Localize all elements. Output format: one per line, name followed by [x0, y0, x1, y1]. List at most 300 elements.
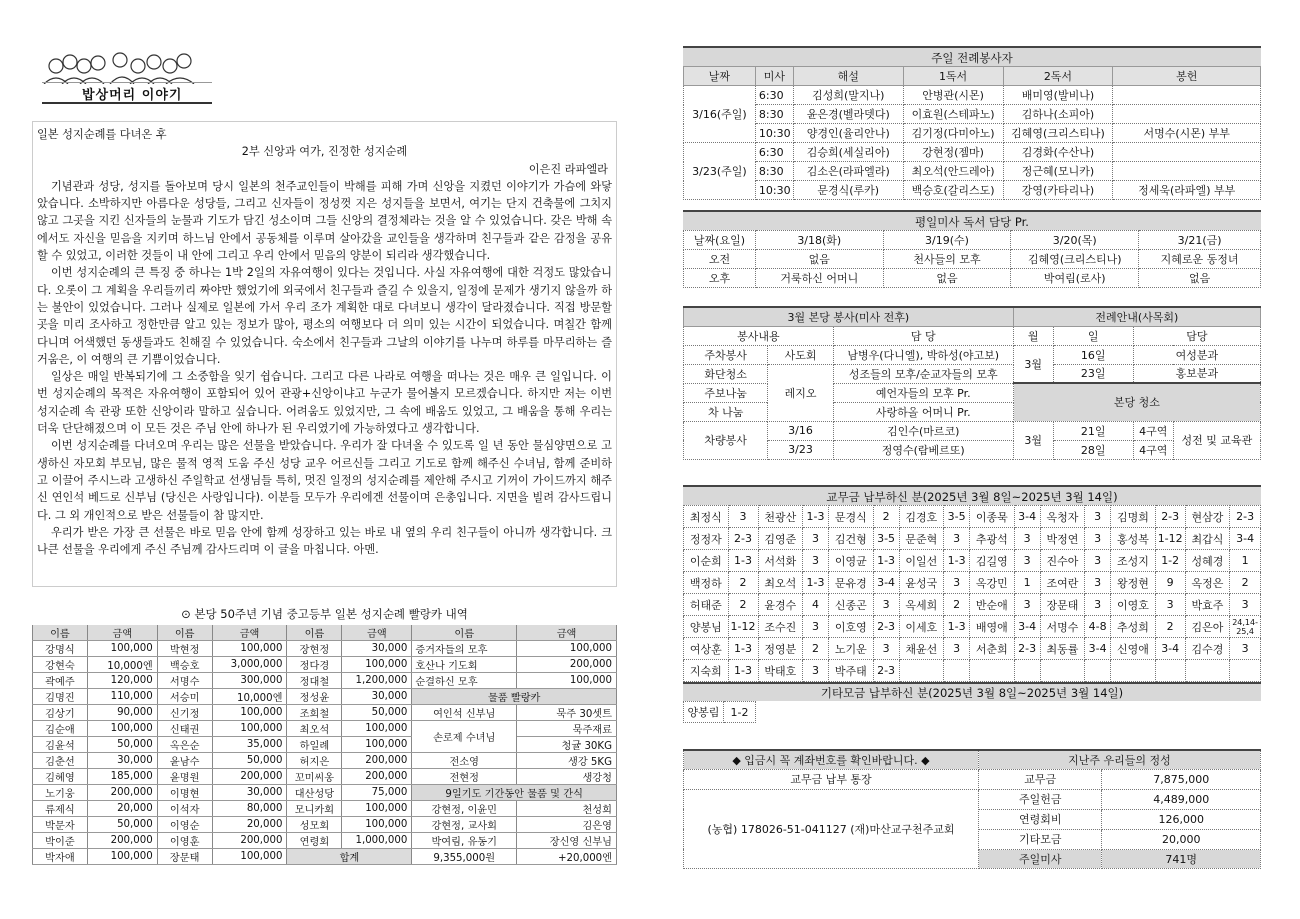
people-illustration-icon: [34, 44, 204, 84]
liturgy-date: 3/23(주일): [684, 143, 756, 200]
liturgy-person: 최오석(안드레아): [903, 162, 1003, 181]
service-date: 3/16: [768, 421, 833, 440]
dues-name: 현삼강: [1185, 506, 1230, 528]
pledge-amount: 185,000: [87, 769, 157, 785]
pledge-name: 신태권: [157, 721, 212, 737]
dues-name: 문준혁: [899, 528, 944, 550]
table-row: [33, 753, 617, 769]
pledge-header: 이름: [33, 625, 88, 641]
weekday-person: 천사들의 모후: [883, 250, 1011, 269]
dues-value: 3: [1230, 594, 1261, 616]
liturgy-date: 3/16(주일): [684, 86, 756, 143]
offering-value: 7,875,000: [1102, 769, 1261, 789]
pledge-amount: 110,000: [87, 689, 157, 705]
liturgy-person: 이효원(스테파노): [903, 105, 1003, 124]
pledge-amount: 100,000: [517, 641, 617, 657]
table-row: [684, 572, 1261, 594]
table-row: [684, 124, 1261, 143]
offering-value: 4,489,000: [1102, 789, 1261, 809]
offering-label: 교무금: [979, 769, 1102, 789]
guide-day: 16일: [1053, 345, 1133, 364]
dues-value: 1-3: [803, 506, 829, 528]
pledge-name: 김순애: [33, 721, 88, 737]
liturgy-person: 김경화(수산나): [1003, 143, 1113, 162]
dues-name: 조성지: [1111, 550, 1156, 572]
dues-name: 허태준: [684, 594, 729, 616]
dues-name: 왕정현: [1111, 572, 1156, 594]
pledge-name: 김혜영: [33, 769, 88, 785]
table-row: [684, 550, 1261, 572]
dues-value: 3-4: [873, 572, 899, 594]
dues-name: 채윤선: [899, 638, 944, 660]
offering-value: 126,000: [1102, 809, 1261, 829]
table-row: [33, 705, 617, 721]
dues-value: 3: [1014, 594, 1040, 616]
pledge-name: 백승호: [157, 657, 212, 673]
pledge-amount: 100,000: [342, 801, 412, 817]
liturgy-person: 양경인(율리안나): [793, 124, 903, 143]
pledge-amount: 생강청: [517, 769, 617, 785]
dues-value: 3: [873, 594, 899, 616]
dues-name: 최갑식: [1185, 528, 1230, 550]
pledge-header: 이름: [412, 625, 517, 641]
pledge-amount: 35,000: [212, 737, 287, 753]
dues-value: 3: [1014, 528, 1040, 550]
dues-value: 2: [1155, 616, 1185, 638]
pledge-name: 하일례: [287, 737, 342, 753]
table-row: [33, 689, 617, 705]
pledge-amount: 1,000,000: [342, 833, 412, 849]
dues-value: 3-4: [1014, 616, 1040, 638]
table-row: [684, 86, 1261, 105]
dues-name: 추광석: [970, 528, 1015, 550]
pledge-name: 호산나 기도회: [412, 657, 517, 673]
table-row: [684, 250, 1261, 269]
weekday-header: 3/18(화): [755, 231, 883, 250]
liturgy-person: 문경식(루카): [793, 181, 903, 200]
dues-value: 3: [1085, 572, 1111, 594]
pledge-amount: 30,000: [87, 753, 157, 769]
dues-name: 김명희: [1111, 506, 1156, 528]
dues-name: 조수진: [758, 616, 803, 638]
dues-value: 2: [803, 638, 829, 660]
dues-value: 1-3: [944, 616, 970, 638]
dues-name: 여상훈: [684, 638, 729, 660]
dues-value: 1: [1230, 550, 1261, 572]
article-subtitle: 2부 신앙과 여가, 진정한 성지순례: [241, 145, 408, 159]
service-header: 담당: [1133, 326, 1260, 345]
dues-value: [944, 660, 970, 682]
pledge-header: 이름: [287, 625, 342, 641]
pledge-name: 옥은순: [157, 737, 212, 753]
pledge-amount: 50,000: [342, 705, 412, 721]
dues-name: [899, 660, 944, 682]
pledge-amount: 김은영: [517, 817, 617, 833]
pledge-name: 박현정: [157, 641, 212, 657]
dues-name: [1040, 660, 1085, 682]
dues-name: 박정연: [1040, 528, 1085, 550]
pledge-amount: 300,000: [212, 673, 287, 689]
table-row: [684, 638, 1261, 660]
liturgy-person: [1113, 86, 1261, 105]
pledge-amount: 100,000: [517, 673, 617, 689]
dues-value: 1-3: [728, 638, 758, 660]
dues-value: 2: [728, 594, 758, 616]
dues-name: [970, 660, 1015, 682]
pledge-amount: 200,000: [342, 753, 412, 769]
service-person: 정영수(람베르또): [833, 440, 1013, 459]
dues-name: 이종묵: [970, 506, 1015, 528]
pledge-amount: 75,000: [342, 785, 412, 801]
dues-name: 성혜경: [1185, 550, 1230, 572]
dues-value: [1230, 660, 1261, 682]
liturgy-person: 정세욱(라파엘) 부부: [1113, 181, 1261, 200]
pledge-amount: 100,000: [342, 817, 412, 833]
mass-time: 10:30: [755, 181, 793, 200]
liturgy-section: [683, 46, 1261, 200]
dues-name: 정정자: [684, 528, 729, 550]
dues-value: 1-2: [1155, 550, 1185, 572]
pledge-amount: 80,000: [212, 801, 287, 817]
account-number: (농협) 178026-51-041127 (재)마산교구천주교회: [684, 789, 979, 868]
pledge-name: 박이준: [33, 833, 88, 849]
liturgy-header: 1독서: [903, 67, 1003, 86]
other-value: 1-2: [724, 702, 756, 723]
dues-name: 문유경: [829, 572, 874, 594]
pledge-amount: 200,000: [212, 833, 287, 849]
pledge-amount: 묵주재료: [517, 721, 617, 737]
liturgy-guide-title: 전례안내(사목회): [1013, 307, 1260, 326]
pledge-amount: 100,000: [212, 849, 287, 865]
service-header: 일: [1053, 326, 1133, 345]
notice: ◆ 입금시 꼭 계좌번호를 확인바랍니다. ◆: [684, 750, 979, 769]
table-row: [33, 801, 617, 817]
pledge-amount: 20,000: [87, 801, 157, 817]
pledge-header: 이름: [157, 625, 212, 641]
pledge-name: 신기정: [157, 705, 212, 721]
dues-name: 추성희: [1111, 616, 1156, 638]
dues-name: 배영애: [970, 616, 1015, 638]
pledge-name: 연령회: [287, 833, 342, 849]
dues-name: 신영애: [1111, 638, 1156, 660]
pledge-name: 조희철: [287, 705, 342, 721]
dues-name: 서명수: [1040, 616, 1085, 638]
dues-value: 3: [1230, 638, 1261, 660]
dues-value: 3: [728, 506, 758, 528]
offering-label: 연령회비: [979, 809, 1102, 829]
dues-value: 3: [1085, 550, 1111, 572]
liturgy-person: 김승희(세실리아): [793, 143, 903, 162]
other-name: 양봉림: [684, 702, 724, 723]
dues-name: 양봉님: [684, 616, 729, 638]
pledge-amount: 50,000: [87, 737, 157, 753]
pledge-amount: 100,000: [87, 721, 157, 737]
offering-title: 지난주 우리들의 정성: [979, 750, 1261, 769]
dues-value: 2-3: [1230, 506, 1261, 528]
dues-value: 3-4: [1155, 638, 1185, 660]
dues-value: 3-4: [1230, 528, 1261, 550]
bottom-section: [683, 749, 1261, 869]
offering-label: 주일미사: [979, 849, 1102, 868]
liturgy-person: [1113, 143, 1261, 162]
service-person: 남병우(다니엘), 박하성(야고보): [833, 345, 1013, 364]
dues-name: 신종곤: [829, 594, 874, 616]
dues-name: 옥강민: [970, 572, 1015, 594]
service-title: 3월 본당 봉사(미사 전후): [684, 307, 1014, 326]
table-row: [684, 528, 1261, 550]
table-row: [684, 181, 1261, 200]
dues-name: 홍성복: [1111, 528, 1156, 550]
dues-name: 진수아: [1040, 550, 1085, 572]
dues-name: 이영호: [1111, 594, 1156, 616]
pledge-subhead: 물품 빨랑카: [412, 689, 617, 705]
pledge-amount: 120,000: [87, 673, 157, 689]
pledge-amount: 묵주 30셋트: [517, 705, 617, 721]
liturgy-header: 미사: [755, 67, 793, 86]
table-row: [33, 817, 617, 833]
dues-value: 1-3: [803, 572, 829, 594]
table-row: [33, 737, 617, 753]
dues-value: 1-12: [728, 616, 758, 638]
pledge-amount: 생강 5KG: [517, 753, 617, 769]
pledge-amount: 200,000: [342, 769, 412, 785]
pledge-amount: +20,000엔: [517, 849, 617, 865]
table-row: [684, 269, 1261, 288]
liturgy-person: 김기정(다미아노): [903, 124, 1003, 143]
service-person: 예언자들의 모후 Pr.: [833, 383, 1013, 402]
pledge-name: 여인석 신부님: [412, 705, 517, 721]
liturgy-person: 서명수(시몬) 부부: [1113, 124, 1261, 143]
dues-name: 박주태: [829, 660, 874, 682]
article-title: 일본 성지순례를 다녀온 후: [37, 128, 167, 141]
pledge-amount: 10,000엔: [87, 657, 157, 673]
cleaning-day: 28일: [1053, 440, 1133, 459]
pledge-name: 정다경: [287, 657, 342, 673]
pledge-amount: 200,000: [212, 769, 287, 785]
liturgy-header: 날짜: [684, 67, 756, 86]
dues-value: 4: [803, 594, 829, 616]
table-row: [33, 849, 617, 865]
pledge-name: 박자애: [33, 849, 88, 865]
article-author: 이은진 라파엘라: [528, 162, 608, 176]
pledge-name: 모니카회: [287, 801, 342, 817]
pledge-name: 박문자: [33, 817, 88, 833]
dues-value: [1085, 660, 1111, 682]
service-person: 김인수(마르코): [833, 421, 1013, 440]
table-row: [33, 657, 617, 673]
dues-name: 천광산: [758, 506, 803, 528]
dues-value: 1-3: [728, 660, 758, 682]
pledge-name: 손로제 수녀님: [412, 721, 517, 753]
service-label: 화단청소: [684, 364, 768, 383]
table-row: [684, 143, 1261, 162]
pledge-amount: 50,000: [212, 753, 287, 769]
dues-value: 3: [944, 528, 970, 550]
liturgy-header: 해설: [793, 67, 903, 86]
dues-name: 이호영: [829, 616, 874, 638]
weekday-slot: 오후: [684, 269, 756, 288]
dues-value: 2-3: [728, 528, 758, 550]
guide-month: 3월: [1013, 345, 1053, 383]
pledge-amount: 100,000: [212, 721, 287, 737]
dues-name: 윤성국: [899, 572, 944, 594]
pledge-name: 꼬미씨옹: [287, 769, 342, 785]
pledge-name: 노기웅: [33, 785, 88, 801]
pledge-name: 김명진: [33, 689, 88, 705]
pledge-name: 허지은: [287, 753, 342, 769]
weekday-person: 없음: [1139, 269, 1261, 288]
pledge-amount: 30,000: [342, 641, 412, 657]
pledge-name: 성모회: [287, 817, 342, 833]
pledge-amount: 50,000: [87, 817, 157, 833]
pledge-name: 강현정, 이윤민: [412, 801, 517, 817]
dues-name: 윤경수: [758, 594, 803, 616]
dues-name: 옥정은: [1185, 572, 1230, 594]
dues-value: 3: [944, 638, 970, 660]
table-row: [33, 785, 617, 801]
table-row: [684, 105, 1261, 124]
pledge-title: ⊙ 본당 50주년 기념 중고등부 일본 성지순례 빨랑카 내역: [181, 607, 468, 621]
dues-name: 서춘희: [970, 638, 1015, 660]
dues-value: 1-3: [873, 550, 899, 572]
table-row: [684, 616, 1261, 638]
pledge-amount: 30,000: [342, 689, 412, 705]
weekday-person: 없음: [883, 269, 1011, 288]
pledge-name: 이영훈: [157, 833, 212, 849]
pledge-name: 곽예주: [33, 673, 88, 689]
service-header: 봉사내용: [684, 326, 834, 345]
pledge-name: 강명식: [33, 641, 88, 657]
dues-name: 이일선: [899, 550, 944, 572]
mass-time: 8:30: [755, 105, 793, 124]
article-paragraph: 기념관과 성당, 성지를 돌아보며 당시 일본의 천주교인들이 박해를 피해 가며 신앙을 지켰던 이야기가 가슴에 와닿았습니다. 소박하지만 아름다운 성당들, 그리고 신자들이 정성껏 지은 성지들을 보면서, 여기는 단지 건축물에 그치지 않고 그곳을 지킨 신자들의 눈물과 기도가 담긴 성소이며 그들 신앙의 결정체라는 것을 알 수 있었습니다. 갖은 박해 속에서도 자신을 믿음을 지키며 하느님 안에서 공동체를 이루며 살아갔을 교인들을 생각하며 친구들과 같은 감정을 공유할 수 있었고, 이러한 것들이 내 안에 그리고 우리 안에서 믿음의 양분이 되리라 생각했습니다.: [37, 179, 612, 263]
service-group: 사도회: [768, 345, 833, 364]
dues-name: 김수경: [1185, 638, 1230, 660]
liturgy-person: 배미영(발비나): [1003, 86, 1113, 105]
dues-value: 3: [803, 550, 829, 572]
cleaning-place: 성전 및 교육관: [1173, 421, 1260, 459]
dues-name: 최동률: [1040, 638, 1085, 660]
pledge-name: 서명수: [157, 673, 212, 689]
liturgy-person: 안병관(시몬): [903, 86, 1003, 105]
pledge-amount: 100,000: [212, 705, 287, 721]
dues-name: 조여란: [1040, 572, 1085, 594]
table-row: [33, 769, 617, 785]
account-title: 교무금 납부 통장: [684, 769, 979, 789]
weekday-header: 날짜(요일): [684, 231, 756, 250]
liturgy-header: 2독서: [1003, 67, 1113, 86]
dues-value: 9: [1155, 572, 1185, 594]
dues-value: 3: [1155, 594, 1185, 616]
dues-value: 3-4: [1085, 638, 1111, 660]
pledge-header: 금액: [212, 625, 287, 641]
dues-value: 1-12: [1155, 528, 1185, 550]
dues-value: 2: [728, 572, 758, 594]
pledge-name: 강현정, 교사회: [412, 817, 517, 833]
offering-label: 주일헌금: [979, 789, 1102, 809]
dues-value: 3-5: [944, 506, 970, 528]
cleaning-zone: 4구역: [1133, 440, 1173, 459]
pledge-header: 금액: [517, 625, 617, 641]
pledge-amount: 20,000: [212, 817, 287, 833]
weekday-header: 3/19(수): [883, 231, 1011, 250]
liturgy-person: 강영(카타리나): [1003, 181, 1113, 200]
dues-name: 장문태: [1040, 594, 1085, 616]
table-row: [33, 721, 617, 737]
dues-name: 반순애: [970, 594, 1015, 616]
dues-name: 서석화: [758, 550, 803, 572]
pledge-amount: 3,000,000: [212, 657, 287, 673]
guide-day: 23일: [1053, 364, 1133, 383]
table-row: [684, 506, 1261, 528]
weekday-person: 거룩하신 어머니: [755, 269, 883, 288]
service-header: 담 당: [833, 326, 1013, 345]
table-row: [684, 594, 1261, 616]
dues-value: 3: [1085, 506, 1111, 528]
pledge-amount: 30,000: [212, 785, 287, 801]
service-group: 레지오: [768, 364, 833, 421]
liturgy-person: 정근혜(모니카): [1003, 162, 1113, 181]
pledge-name: 전소영: [412, 753, 517, 769]
table-row: [33, 673, 617, 689]
pledge-name: 합계: [287, 849, 412, 865]
dues-name: [1185, 660, 1230, 682]
dues-value: 1: [1014, 572, 1040, 594]
pledge-name: 이영순: [157, 817, 212, 833]
weekday-title: 평일미사 독서 담당 Pr.: [683, 210, 1261, 230]
pledge-subhead: 9일기도 기간동안 물품 및 간식: [412, 785, 617, 801]
dues-title: 교무금 납부하신 분(2025년 3월 8일~2025년 3월 14일): [683, 485, 1261, 505]
service-label: 주보나눔: [684, 383, 768, 402]
pledge-amount: 장신영 신부님: [517, 833, 617, 849]
dues-value: 3-4: [1014, 506, 1040, 528]
liturgy-person: [1113, 105, 1261, 124]
dues-name: 최정식: [684, 506, 729, 528]
dues-value: [1014, 660, 1040, 682]
pledge-name: 정성윤: [287, 689, 342, 705]
mass-time: 6:30: [755, 143, 793, 162]
guide-person: 여성분과: [1133, 345, 1260, 364]
dues-name: 정영분: [758, 638, 803, 660]
other-dues-title: 기타모금 납부하신 분(2025년 3월 8일~2025년 3월 14일): [683, 682, 1261, 701]
liturgy-person: 김성희(말지나): [793, 86, 903, 105]
logo: [34, 44, 212, 106]
dues-value: 3-5: [873, 528, 899, 550]
offering-value: 20,000: [1102, 829, 1261, 849]
liturgy-person: [1113, 162, 1261, 181]
pledge-name: 윤남수: [157, 753, 212, 769]
pledge-amount: 200,000: [87, 833, 157, 849]
weekday-slot: 오전: [684, 250, 756, 269]
dues-value: 3: [873, 638, 899, 660]
mass-time: 8:30: [755, 162, 793, 181]
pledge-amount: 100,000: [87, 641, 157, 657]
service-person: 사랑하올 어머니 Pr.: [833, 402, 1013, 421]
pledge-name: 윤명원: [157, 769, 212, 785]
service-label: 주차봉사: [684, 345, 768, 364]
liturgy-header: 봉헌: [1113, 67, 1261, 86]
pledge-name: 순결하신 모후: [412, 673, 517, 689]
cleaning-title: 본당 청소: [1013, 383, 1260, 421]
dues-value: 1-3: [728, 550, 758, 572]
dues-value: 2-3: [873, 660, 899, 682]
pledge-header: 금액: [87, 625, 157, 641]
dues-name: 박태호: [758, 660, 803, 682]
pledge-amount: 100,000: [342, 657, 412, 673]
dues-value: 2-3: [1155, 506, 1185, 528]
pledge-amount: 천성희: [517, 801, 617, 817]
dues-name: [1111, 660, 1156, 682]
